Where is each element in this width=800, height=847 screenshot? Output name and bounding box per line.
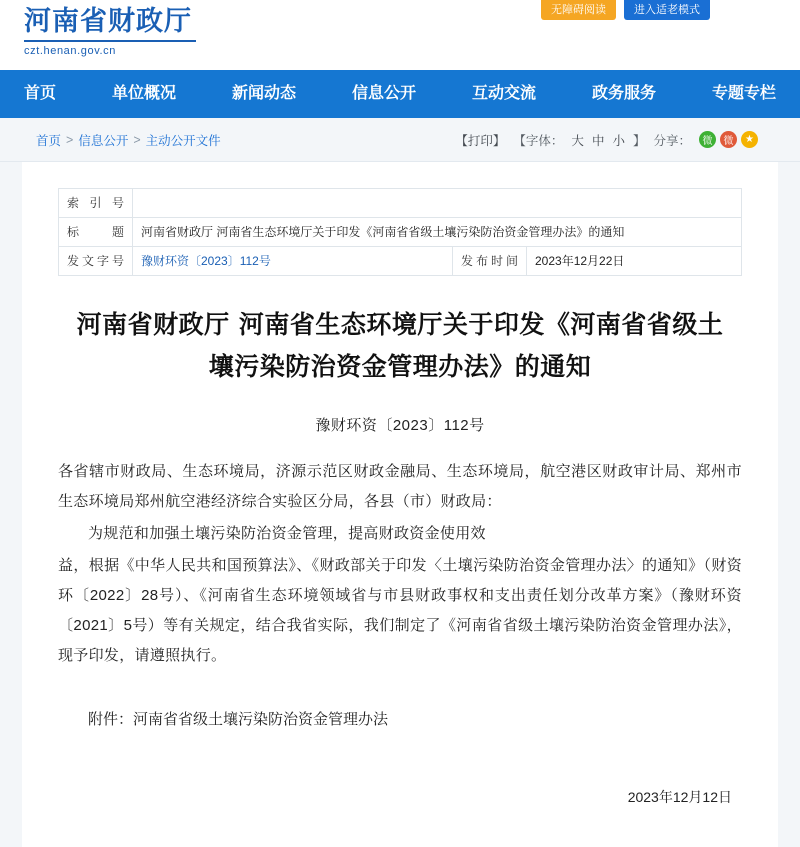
site-title: 河南省财政厅 [24,6,192,37]
document-meta-table [58,188,742,276]
share-icons [699,131,758,148]
logo-underline [24,40,196,42]
print-button[interactable]: 【打印】 [455,133,506,148]
elder-mode-button[interactable]: 进入适老模式 [624,0,710,20]
content-wrapper [0,118,800,847]
breadcrumb [36,131,221,149]
attachment-line[interactable]: 附件：河南省省级土壤污染防治资金管理办法 [88,711,389,728]
index-value [133,189,742,218]
paragraph-recipients: 各省辖市财政局、生态环境局，济源示范区财政金融局、生态环境局，航空港区财政审计局、郑州市生态环境局郑州航空港经济综合实验区分局，各县（市）财政局： [58,463,742,510]
nav-item-news[interactable]: 新闻动态 [231,85,296,102]
fontsize-label: 【字体： [513,133,564,148]
article-toolbar [455,131,758,149]
paragraph-1: 为规范和加强土壤污染防治资金管理，提高财政资金使用效 [88,525,486,542]
fontsize-small-button[interactable]: 小 [612,133,625,148]
docnum-value: 豫财环资〔2023〕112号 [133,247,453,276]
nav-item-disclosure[interactable]: 信息公开 [352,85,417,102]
breadcrumb-separator: > [66,132,74,147]
pubdate-label: 发布时间 [453,247,527,276]
nav-item-interaction[interactable]: 互动交流 [472,85,537,102]
nav-item-topics[interactable]: 专题专栏 [712,85,777,102]
weibo-share-icon[interactable]: 微 [720,131,737,148]
wechat-share-icon[interactable]: 微 [699,131,716,148]
table-row [59,218,742,247]
breadcrumb-separator-2: > [133,132,141,147]
document-number: 豫财环资〔2023〕112号 [315,417,485,434]
breadcrumb-bar [0,118,800,162]
fontsize-end: 】 [632,133,646,148]
accessibility-button[interactable]: 无障碍阅读 [541,0,616,20]
qzone-share-icon[interactable]: ★ [741,131,758,148]
main-nav [0,70,800,118]
table-row [59,247,742,276]
document-body [58,457,742,671]
nav-item-home[interactable]: 首页 [23,85,56,102]
breadcrumb-item-home[interactable]: 首页 [36,133,62,148]
nav-item-services[interactable]: 政务服务 [592,85,657,102]
site-logo[interactable] [24,6,196,57]
share-label: 分享： [653,133,691,148]
header-buttons [541,0,710,20]
page-title: 河南省财政厅 河南省生态环境厅关于印发《河南省省级土壤污染防治资金管理办法》的通知 [76,310,724,381]
fontsize-medium-button[interactable]: 中 [591,133,605,148]
index-label: 索 引 号 [59,189,133,218]
table-row [59,189,742,218]
title-label: 标 题 [59,218,133,247]
article-card [22,162,778,847]
site-header [0,0,800,70]
fontsize-large-button[interactable]: 大 [571,133,584,148]
title-value: 河南省财政厅 河南省生态环境厅关于印发《河南省省级土壤污染防治资金管理办法》的通知 [133,218,742,247]
sign-date: 2023年12月12日 [627,789,732,805]
docnum-label: 发文字号 [59,247,133,276]
site-domain: czt.henan.gov.cn [24,45,116,57]
nav-item-overview[interactable]: 单位概况 [111,85,176,102]
breadcrumb-item-disclosure[interactable]: 信息公开 [78,133,129,148]
paragraph-2: 益，根据《中华人民共和国预算法》、《财政部关于印发〈土壤污染防治资金管理办法〉的通知》（财资环〔2022〕28号）、《河南省生态环境领域省与市县财政事权和支出责任划分改革方案》（豫财环资〔2021〕5号）等有关规定，结合我省实际，我们制定了《河南省省级土壤污染防治资金管理办法》，现予印发，请遵照执行。 [58,557,742,664]
breadcrumb-item-public-docs[interactable]: 主动公开文件 [145,133,221,148]
pubdate-value: 2023年12月22日 [527,247,742,276]
